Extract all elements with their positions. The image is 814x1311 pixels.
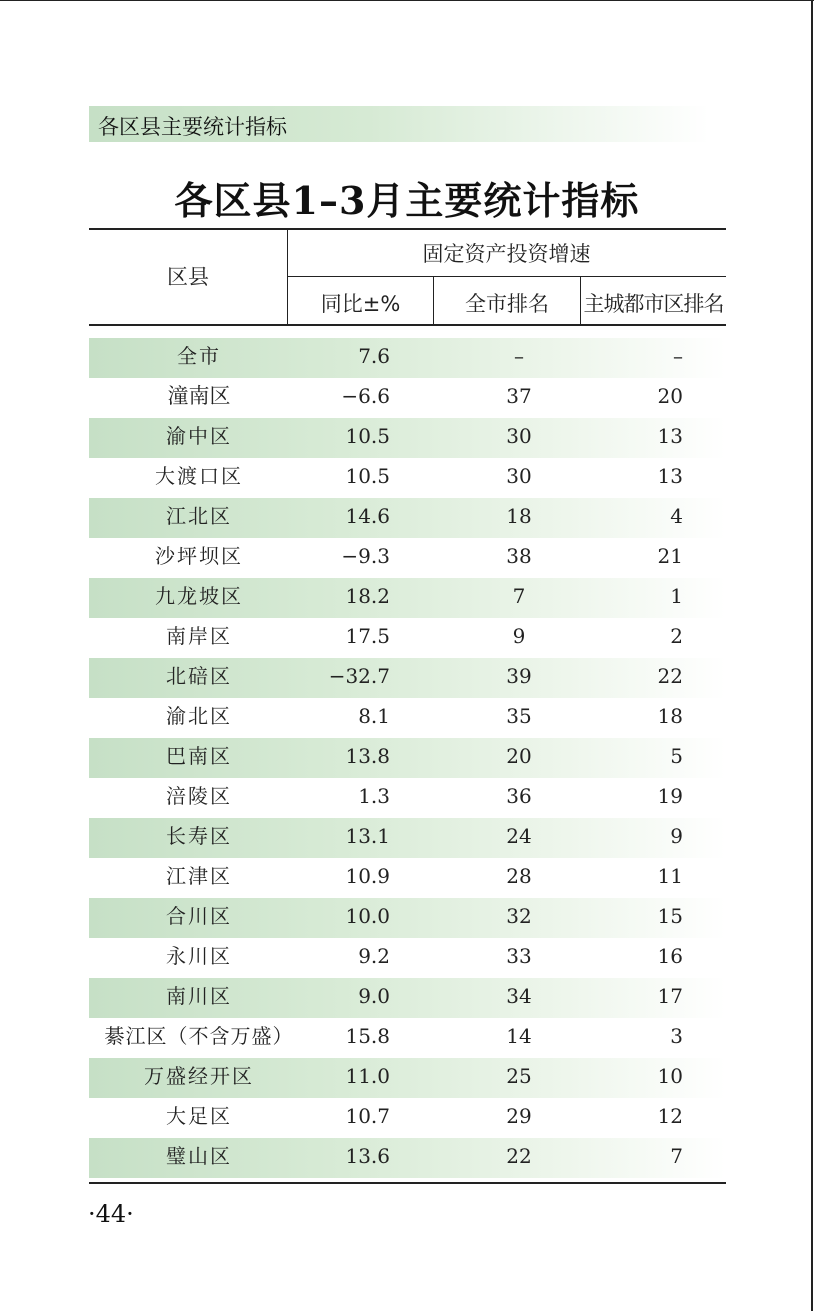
main-rank-value: 16 [657,944,683,968]
header-main-city-rank: 主城都市区排名 [583,292,724,316]
table-row [89,618,726,658]
table-row [89,418,726,458]
header-city-rank: 全市排名 [465,292,549,316]
table-row [89,498,726,538]
table-row [89,378,726,418]
yoy-value: 10.7 [345,1104,390,1128]
district-name: 渝北区 [166,704,232,728]
city-rank-value: 30 [506,424,532,448]
main-rank-value: 21 [657,544,683,568]
city-rank-value: 37 [506,384,532,408]
main-rank-value: 13 [657,464,683,488]
table-row [89,938,726,978]
page-top-border [0,0,814,1]
district-name: 涪陵区 [166,784,232,808]
city-rank-value: 35 [506,704,532,728]
table-row [89,898,726,938]
yoy-value: −6.6 [341,384,390,408]
table-row [89,538,726,578]
main-rank-value: 3 [670,1024,683,1048]
main-rank-value: 20 [657,384,683,408]
main-rank-value: 22 [657,664,683,688]
table-row [89,778,726,818]
yoy-value: 8.1 [358,704,390,728]
district-name: 全市 [177,344,221,368]
city-rank-value: 9 [512,624,526,648]
city-rank-value: 24 [506,824,532,848]
main-rank-value: 10 [657,1064,683,1088]
district-name: 潼南区 [167,384,231,408]
yoy-value: 9.0 [358,984,390,1008]
district-name: 大渡口区 [155,464,243,488]
main-rank-value: 12 [657,1104,683,1128]
city-rank-value: 32 [506,904,532,928]
yoy-value: 10.9 [345,864,390,888]
city-rank-value: 39 [506,664,532,688]
district-name: 九龙坡区 [155,584,243,608]
yoy-value: 10.0 [345,904,390,928]
city-rank-value: 33 [506,944,532,968]
yoy-value: 13.8 [345,744,390,768]
city-rank-value: 30 [506,464,532,488]
table-row [89,338,726,378]
data-table-body [89,338,726,1178]
main-rank-value: 13 [657,424,683,448]
yoy-value: 17.5 [345,624,390,648]
table-row [89,858,726,898]
city-rank-value: 18 [506,504,532,528]
district-name: 渝中区 [166,424,232,448]
yoy-value: 18.2 [345,584,390,608]
table-row [89,1138,726,1178]
city-rank-value: 29 [506,1104,532,1128]
header-investment-growth: 固定资产投资增速 [422,242,591,266]
district-name: 大足区 [166,1104,232,1128]
city-rank-value: 28 [506,864,532,888]
main-rank-value: 17 [657,984,683,1008]
city-rank-value: 34 [506,984,532,1008]
district-name: 合川区 [166,904,232,928]
district-name: 南岸区 [166,624,232,648]
yoy-value: 1.3 [358,784,390,808]
city-rank-value: 36 [506,784,532,808]
yoy-value: 11.0 [345,1064,390,1088]
district-name: 万盛经开区 [144,1064,254,1088]
city-rank-value: 20 [506,744,532,768]
city-rank-value: 38 [506,544,532,568]
main-rank-value: 2 [670,624,683,648]
yoy-value: 15.8 [345,1024,390,1048]
table-row [89,458,726,498]
district-name: 北碚区 [166,664,232,688]
city-rank-value: 25 [506,1064,532,1088]
district-name: 璧山区 [166,1144,232,1168]
table-row [89,1058,726,1098]
yoy-value: −9.3 [341,544,390,568]
district-name: 南川区 [166,984,232,1008]
section-label: 各区县主要统计指标 [98,115,287,139]
header-top-rule [89,228,726,230]
main-rank-value: 7 [670,1144,683,1168]
city-rank-value: 7 [512,584,526,608]
district-name: 长寿区 [166,824,232,848]
yoy-value: −32.7 [328,664,390,688]
table-row [89,818,726,858]
table-title: 各区县1–3月主要统计指标 [174,178,640,223]
section-banner [89,106,709,142]
main-rank-value: 4 [670,504,683,528]
district-name: 江津区 [166,864,232,888]
main-rank-value: 1 [670,584,683,608]
yoy-value: 10.5 [345,424,390,448]
main-rank-value: 9 [670,824,683,848]
yoy-value: 13.6 [345,1144,390,1168]
city-rank-value: 22 [506,1144,532,1168]
table-row [89,1098,726,1138]
main-rank-value: 18 [657,704,683,728]
main-rank-value: – [673,344,683,368]
yoy-value: 13.1 [345,824,390,848]
district-name: 永川区 [166,944,232,968]
table-row [89,738,726,778]
main-rank-value: 5 [670,744,683,768]
city-rank-value: 14 [506,1024,532,1048]
yoy-value: 14.6 [345,504,390,528]
city-rank-value: – [514,344,524,368]
district-name: 江北区 [166,504,232,528]
table-header [89,228,726,326]
table-row [89,698,726,738]
table-row [89,1018,726,1058]
header-yoy: 同比±% [320,292,401,316]
main-rank-value: 15 [657,904,683,928]
main-rank-value: 11 [657,864,683,888]
table-row [89,658,726,698]
district-name: 巴南区 [166,744,232,768]
district-name: 沙坪坝区 [155,544,243,568]
main-rank-value: 19 [657,784,683,808]
yoy-value: 7.6 [358,344,390,368]
header-mid-rule [287,276,726,277]
header-bottom-rule [89,324,726,326]
page-number: ·44· [88,1200,134,1228]
table-row [89,978,726,1018]
table-bottom-rule [89,1182,726,1184]
yoy-value: 9.2 [358,944,390,968]
table-row [89,578,726,618]
header-district: 区县 [167,265,209,289]
yoy-value: 10.5 [345,464,390,488]
district-name: 綦江区（不含万盛） [104,1024,294,1048]
